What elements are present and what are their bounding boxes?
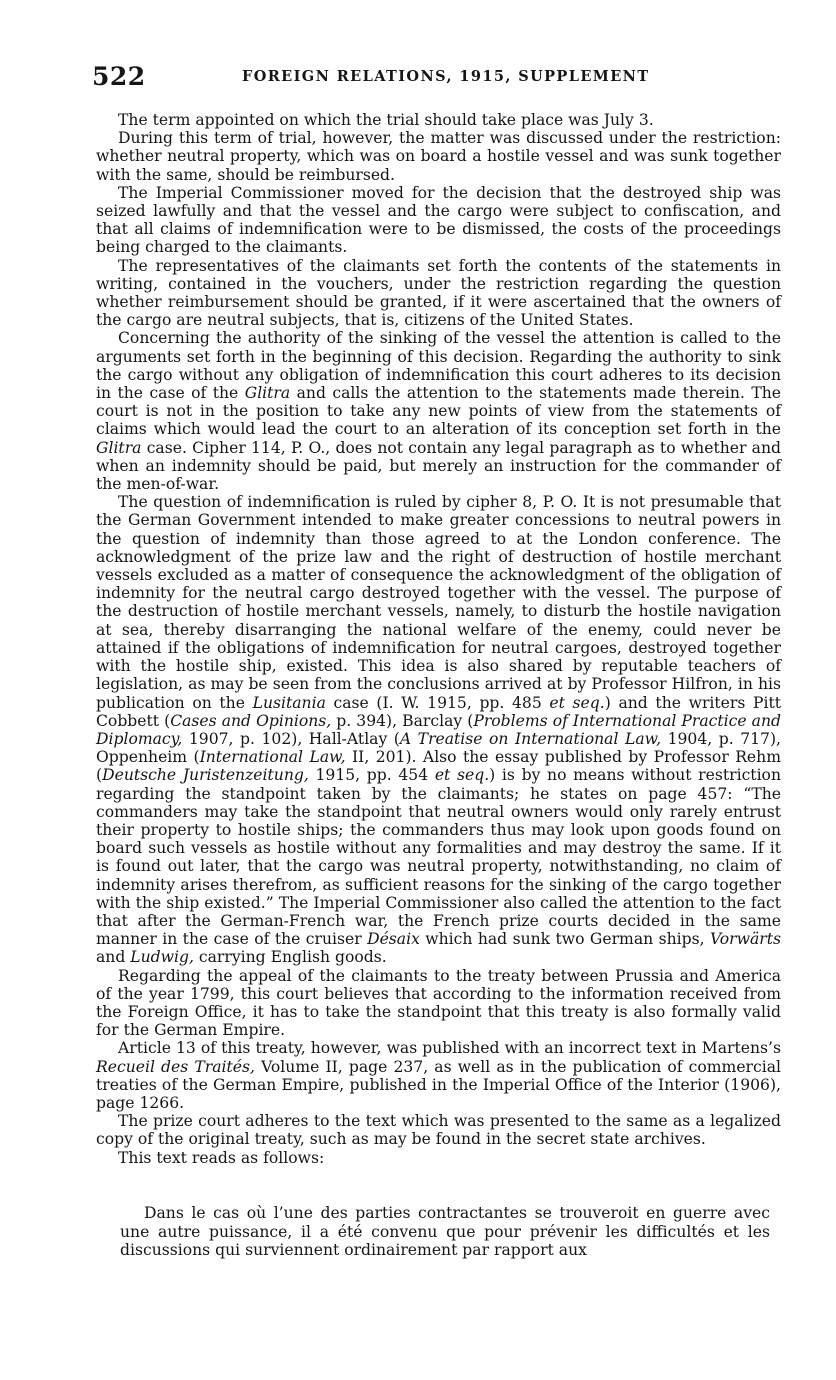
text-run: Volume II, page 237, as well as in the publication of commercial treaties of the German Empire, published in the Imperial Office of the Interior (1906), page 1266. bbox=[96, 1057, 782, 1112]
paragraph-5 bbox=[96, 329, 781, 493]
page-number: 522 bbox=[92, 62, 146, 91]
paragraph-10: This text reads as follows: bbox=[118, 1148, 325, 1167]
text-run: ) and the writers Pitt Cobbett ( bbox=[96, 693, 781, 730]
text-run: II, 201). Also the essay published by Professor Rehm ( bbox=[96, 748, 781, 785]
body-text bbox=[96, 111, 781, 1167]
paragraph-8 bbox=[96, 1039, 781, 1112]
text-run: 1907, p. 102), Hall-Atlay ( bbox=[182, 729, 400, 748]
text-run: carrying English goods. bbox=[193, 948, 387, 967]
text-run: p. 394), Barclay ( bbox=[331, 711, 474, 730]
book-title-hall-atlay: A Treatise on International Law, bbox=[399, 729, 662, 748]
text-run: 1915, pp. 454 bbox=[308, 766, 435, 785]
text-run: and calls the attention to the statements made therein. The court is not in the position to take any new points of view from the statements of claims which would lead the court to an alteration of its conception set forth in the bbox=[96, 384, 781, 439]
text-run: case (I. W. 1915, pp. 485 bbox=[325, 693, 550, 712]
running-title: FOREIGN RELATIONS, 1915, SUPPLEMENT bbox=[242, 68, 650, 85]
citation-et-seq: et seq. bbox=[434, 766, 490, 785]
ship-name-ludwig: Ludwig, bbox=[130, 948, 194, 967]
ship-name-vorwarts: Vorwärts bbox=[709, 930, 781, 949]
book-title-recueil: Recueil des Traités, bbox=[96, 1057, 255, 1076]
text-run: Concerning the authority of the sinking of the vessel the attention is called to the arguments set forth in the beginning of this decision. Regarding the authority to sink the cargo without any obligation of indemnification this court adheres to its decision in the case of the bbox=[96, 329, 781, 403]
book-title-oppenheim: International Law, bbox=[199, 748, 346, 767]
text-run: 1904, p. 717), Oppenheim ( bbox=[96, 729, 782, 767]
paragraph-4: The representatives of the claimants set forth the contents of the statements in writing, contained in the vouchers, under the restriction regarding the question whether reimbursement should be granted, if it were ascertained that the owners of the cargo are neutral subjects, that is, citizens of the United States. bbox=[96, 256, 781, 330]
paragraph-3: The Imperial Commissioner moved for the decision that the destroyed ship was seized lawfully and that the vessel and the cargo were subject to confiscation, and that all claims of indemnification were to be dismissed, the costs of the proceedings being charged to the claimants. bbox=[96, 183, 781, 257]
book-title-cobbett: Cases and Opinions, bbox=[170, 711, 332, 730]
paragraph-6 bbox=[96, 493, 781, 966]
ship-name-glitra: Glitra bbox=[96, 438, 142, 457]
paragraph-7: Regarding the appeal of the claimants to the treaty between Prussia and America of the year 1799, this court believes that according to the information received from the Foreign Office, it has to take the standpoint that this treaty is also formally valid for the German Empire. bbox=[96, 966, 781, 1040]
block-quote bbox=[120, 1204, 770, 1260]
text-run: Article 13 of this treaty, however, was published with an incorrect text in Martens’s bbox=[118, 1039, 781, 1058]
text-run: and bbox=[96, 948, 131, 967]
paragraph-2: During this term of trial, however, the matter was discussed under the restriction: whether neutral property, which was on board a hostile vessel and was sunk together with the same, should be reimbursed. bbox=[96, 129, 781, 184]
journal-title-rehm: Deutsche Juristenzeitung, bbox=[102, 766, 309, 785]
page-header bbox=[92, 62, 782, 94]
book-title-barclay: Problems of International Practice and Diplomacy, bbox=[96, 711, 781, 748]
text-run: The question of indemnification is ruled by cipher 8, P. O. It is not presumable that the German Government intended to make greater concessions to neutral powers in the question of indemnity than those agreed to at the London conference. The acknowledgment of the prize law and the right of destruction of hostile merchant vessels excluded as a matter of consequence the acknowledgment of the obligation of indemnity for the neutral cargo destroyed together with the vessel. The purpose of the destruction of hostile merchant vessels, namely, to disturb the hostile navigation at sea, thereby disarranging the national welfare of the enemy, could never be attained if the obligations of indemnification for neutral cargoes, destroyed together with the hostile ship, existed. This idea is also shared by reputable teachers of legislation, as may be seen from the conclusions arrived at by Professor Hilfron, in his publication on the bbox=[96, 493, 781, 712]
paragraph-1: The term appointed on which the trial should take place was July 3. bbox=[118, 111, 654, 129]
citation-et-seq: et seq. bbox=[549, 693, 605, 712]
paragraph-9: The prize court adheres to the text which was presented to the same as a legalized copy of the original treaty, such as may be found in the secret state archives. bbox=[96, 1112, 781, 1149]
ship-name-desaix: Désaix bbox=[367, 930, 420, 949]
quote-text: Dans le cas où l’une des parties contractantes se trouveroit en guerre avec une autre puissance, il a été convenu que pour prévenir les difficultés et les discussions qui surviennent ordinairement par rapport aux bbox=[120, 1204, 770, 1260]
text-run: ) is by no means without restriction regarding the standpoint taken by the claimants; he states on page 457: “The commanders may take the standpoint that neutral owners would only rarely entrust their property to hostile ships; the commanders thus may look upon goods found on board such vessels as hostile without any formalities and may destroy the same. If it is found out later, that the cargo was neutral property, notwithstanding, no claim of indemnity arises therefrom, as sufficient reasons for the sinking of the cargo together with the ship existed.” The Imperial Commissioner also called the attention to the fact that after the German-French war, the French prize courts decided in the same manner in the case of the cruiser bbox=[96, 766, 781, 949]
text-run: case. Cipher 114, P. O., does not contain any legal paragraph as to whether and when an indemnity should be paid, but merely an instruction for the commander of the men-of-war. bbox=[96, 438, 781, 494]
text-run: which had sunk two German ships, bbox=[419, 930, 710, 949]
ship-name-lusitania: Lusitania bbox=[252, 693, 326, 712]
ship-name-glitra: Glitra bbox=[244, 384, 291, 403]
